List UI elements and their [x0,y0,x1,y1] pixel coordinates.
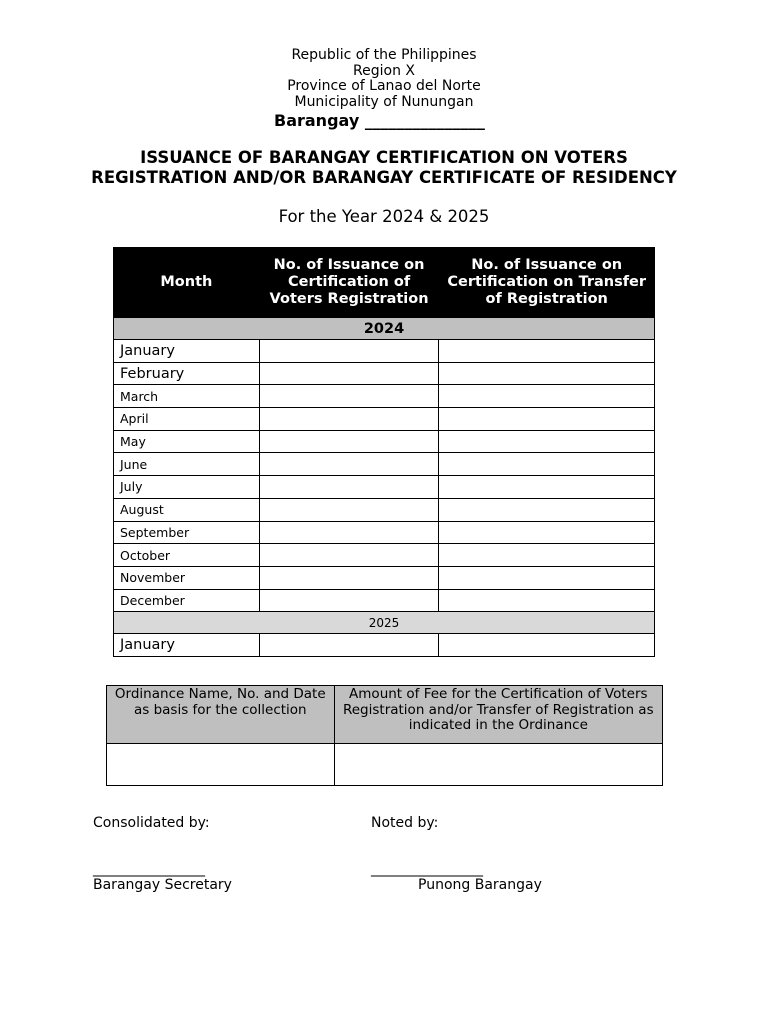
table-row [114,408,655,431]
month-column-header: Month [114,248,260,318]
document-header [0,48,768,110]
voters-registration-cell [259,544,439,567]
month-cell: November [114,566,260,589]
ordinance-table-row [107,744,663,786]
table-row [114,430,655,453]
punong-signature-line: ________________ [371,861,483,877]
voters-registration-cell [259,566,439,589]
month-cell: May [114,430,260,453]
voters-registration-cell [259,453,439,476]
transfer-registration-cell [439,566,655,589]
ordinance-column-header: Ordinance Name, No. and Date as basis for the collection [107,686,335,744]
year-2025-row [114,612,655,634]
fee-amount-cell [334,744,662,786]
table-row [114,498,655,521]
voters-registration-cell [259,362,439,385]
month-cell: January [114,340,260,363]
document-title: ISSUANCE OF BARANGAY CERTIFICATION ON VOTERS REGISTRATION AND/OR BARANGAY CERTIFICATE OF RESIDENCY [91,148,677,187]
year-2024-row [114,318,655,340]
transfer-registration-column-header: No. of Issuance on Certification on Transfer of Registration [439,248,655,318]
barangay-line: Barangay _______________ [274,111,485,130]
month-cell: August [114,498,260,521]
secretary-signature-line: ________________ [93,861,205,877]
noted-by-label: Noted by: [371,815,439,831]
issuance-table-header-row [114,248,655,318]
month-cell: December [114,589,260,612]
transfer-registration-cell [439,476,655,499]
voters-registration-cell [259,498,439,521]
table-row [114,385,655,408]
transfer-registration-cell [439,544,655,567]
table-row [114,589,655,612]
ordinance-table [106,685,663,786]
transfer-registration-cell [439,521,655,544]
issuance-table [113,247,655,657]
month-cell: February [114,362,260,385]
transfer-registration-cell [439,498,655,521]
month-cell: March [114,385,260,408]
document-subtitle: For the Year 2024 & 2025 [278,207,490,226]
voters-registration-column-header: No. of Issuance on Certification of Voters Registration [259,248,439,318]
table-row [114,362,655,385]
table-row [114,634,655,657]
ordinance-table-header-row [107,686,663,744]
month-cell: April [114,408,260,431]
month-cell: July [114,476,260,499]
table-row [114,476,655,499]
table-row [114,544,655,567]
region-line: Region X [353,62,415,79]
voters-registration-cell [259,476,439,499]
year-2025-label: 2025 [114,612,655,634]
voters-registration-cell [259,340,439,363]
transfer-registration-cell [439,408,655,431]
transfer-registration-cell [439,453,655,476]
province-line: Province of Lanao del Norte [287,78,481,94]
voters-registration-cell [259,430,439,453]
secretary-title: Barangay Secretary [93,877,232,893]
voters-registration-cell [259,634,439,657]
month-cell: October [114,544,260,567]
voters-registration-cell [259,408,439,431]
punong-title: Punong Barangay [418,877,542,893]
voters-registration-cell [259,385,439,408]
fee-amount-column-header: Amount of Fee for the Certification of Voters Registration and/or Transfer of Registration as indicated in the Ordinance [334,686,662,744]
transfer-registration-cell [439,385,655,408]
transfer-registration-cell [439,634,655,657]
month-cell: September [114,521,260,544]
consolidated-by-label: Consolidated by: [93,815,210,831]
municipality-line: Municipality of Nunungan [294,93,474,110]
transfer-registration-cell [439,340,655,363]
transfer-registration-cell [439,589,655,612]
month-cell: June [114,453,260,476]
table-row [114,453,655,476]
table-row [114,340,655,363]
transfer-registration-cell [439,430,655,453]
year-2024-label: 2024 [114,318,655,340]
table-row [114,566,655,589]
table-row [114,521,655,544]
ordinance-cell [107,744,335,786]
month-cell: January [114,634,260,657]
voters-registration-cell [259,521,439,544]
republic-line: Republic of the Philippines [291,47,477,63]
transfer-registration-cell [439,362,655,385]
voters-registration-cell [259,589,439,612]
